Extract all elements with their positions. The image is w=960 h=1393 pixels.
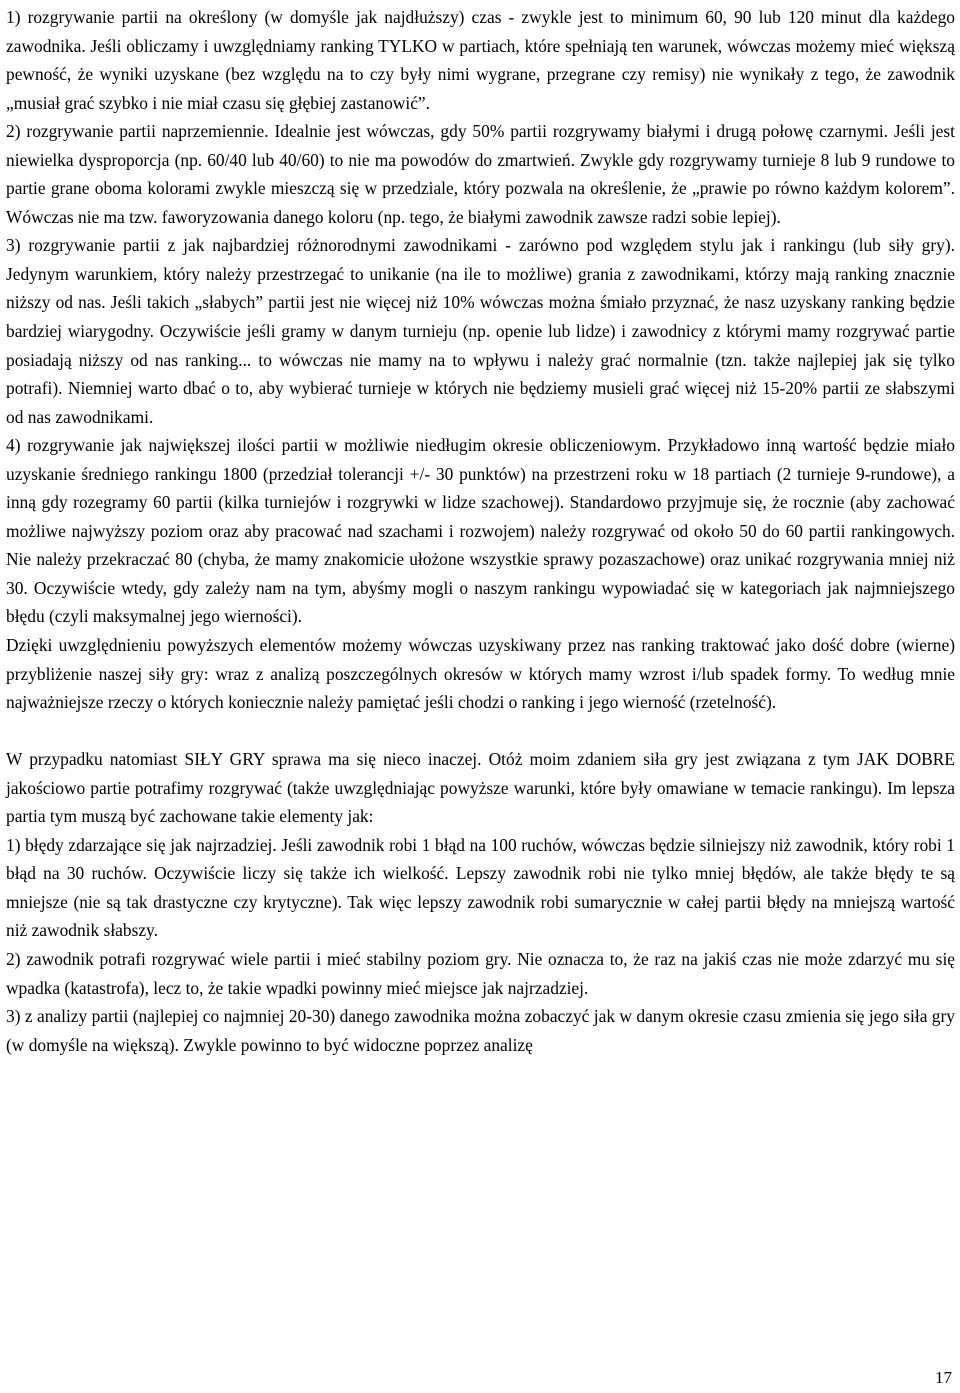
paragraph-strength-element-3: 3) z analizy partii (najlepiej co najmniej 20-30) danego zawodnika można zobaczyć jak w danym okresie czasu zmienia się jego siła gry (w domyśle na większą). Zwykle powinno to być widoczne poprzez analizę (6, 1006, 955, 1055)
paragraph-ranking-condition-2: 2) rozgrywanie partii naprzemiennie. Idealnie jest wówczas, gdy 50% partii rozgrywamy białymi i drugą połowę czarnymi. Jeśli jest niewielka dysproporcja (np. 60/40 lub 40/60) to nie ma powodów do zmartwień. Zwykle gdy rozgrywamy turnieje 8 lub 9 rundowe to partie grane oboma kolorami zwykle mieszczą się w przedziale, który pozwala na określenie, że „prawie po równo każdym kolorem”. Wówczas nie ma tzw. faworyzowania danego koloru (np. tego, że białymi zawodnik zawsze radzi sobie lepiej). (6, 121, 955, 227)
paragraph-ranking-condition-4: 4) rozgrywanie jak największej ilości partii w możliwie niedługim okresie obliczeniowym. Przykładowo inną wartość będzie miało uzyskanie średniego rankingu 1800 (przedział tolerancji +/- 30 punktów) na przestrzeni roku w 18 partiach (2 turnieje 9-rundowe), a inną gdy rozegramy 60 partii (kilka turniejów i rozgrywki w lidze szachowej). Standardowo przyjmuje się, że rocznie (aby zachować możliwe najwyższy poziom oraz aby pracować nad szachami i rozwojem) należy rozgrywać od około 50 do 60 partii rankingowych. Nie należy przekraczać 80 (chyba, że mamy znakomicie ułożone wszystkie sprawy pozaszachowe) oraz unikać rozgrywania mniej niż 30. Oczywiście wtedy, gdy zależy nam na tym, abyśmy mogli o naszym rankingu wypowiadać się w kategoriach jak najmniejszego błędu (czyli maksymalnej jego wierności). (6, 435, 955, 627)
page-number: 17 (935, 1368, 952, 1387)
paragraph-strength-element-1: 1) błędy zdarzające się jak najrzadziej. Jeśli zawodnik robi 1 błąd na 100 ruchów, wówczas będzie silniejszy niż zawodnik, który robi 1 błąd na 30 ruchów. Oczywiście liczy się także ich wielkość. Lepszy zawodnik robi nie tylko mniej błędów, ale także błędy te są mniejsze (nie są tak drastyczne czy krytyczne). Tak więc lepszy zawodnik robi sumarycznie w całej partii błędy na mniejszą wartość niż zawodnik słabszy. (6, 834, 955, 941)
paragraph-playing-strength-intro: W przypadku natomiast SIŁY GRY sprawa ma się nieco inaczej. Otóż moim zdaniem siła gry jest związana z tym JAK DOBRE jakościowo partie potrafimy rozgrywać (także uwzględniając powyższe warunki, które były omawiane w temacie rankingu). Im lepsza partia tym muszą być zachowane takie elementy jak: (6, 749, 955, 827)
paragraph-ranking-summary: Dzięki uwzględnieniu powyższych elementów możemy wówczas uzyskiwany przez nas ranking traktować jako dość dobre (wierne) przybliżenie naszej siły gry: wraz z analizą poszczególnych okresów w których mamy wzrost i/lub spadek formy. To według mnie najważniejsze rzeczy o których koniecznie należy pamiętać jeśli chodzi o ranking i jego wierność (rzetelność). (6, 635, 955, 713)
paragraph-ranking-condition-1: 1) rozgrywanie partii na określony (w domyśle jak najdłuższy) czas - zwykle jest to minimum 60, 90 lub 120 minut dla każdego zawodnika. Jeśli obliczamy i uwzględniamy ranking TYLKO w partiach, które spełniają ten warunek, wówczas możemy mieć większą pewność, że wyniki uzyskane (bez względu na to czy były nimi wygrane, przegrane czy remisy) nie wynikały z tego, że zawodnik „musiał grać szybko i nie miał czasu się głębiej zastanowić”. (6, 7, 955, 113)
paragraph-gap (6, 717, 955, 746)
paragraph-strength-element-2: 2) zawodnik potrafi rozgrywać wiele partii i mieć stabilny poziom gry. Nie oznacza to, że raz na jakiś czas nie może zdarzyć mu się wpadka (katastrofa), lecz to, że takie wpadki powinny mieć miejsce jak najrzadziej. (6, 949, 955, 998)
paragraph-ranking-condition-3: 3) rozgrywanie partii z jak najbardziej różnorodnymi zawodnikami - zarówno pod względem stylu jak i rankingu (lub siły gry). Jedynym warunkiem, który należy przestrzegać to unikanie (na ile to możliwe) grania z zawodnikami, którzy mają ranking znacznie niższy od nas. Jeśli takich „słabych” partii jest nie więcej niż 10% wówczas można śmiało przyznać, że nasz uzyskany ranking będzie bardziej wiarygodny. Oczywiście jeśli gramy w danym turnieju (np. openie lub lidze) i zawodnicy z którymi mamy rozgrywać partie posiadają niższy od nas ranking... to wówczas nie mamy na to wpływu i należy grać normalnie (tzn. także najlepiej jak się tylko potrafi). Niemniej warto dbać o to, aby wybierać turnieje w których nie będziemy musieli grać więcej niż 15-20% partii ze słabszymi od nas zawodnikami. (6, 235, 955, 427)
document-page (6, 3, 955, 1059)
